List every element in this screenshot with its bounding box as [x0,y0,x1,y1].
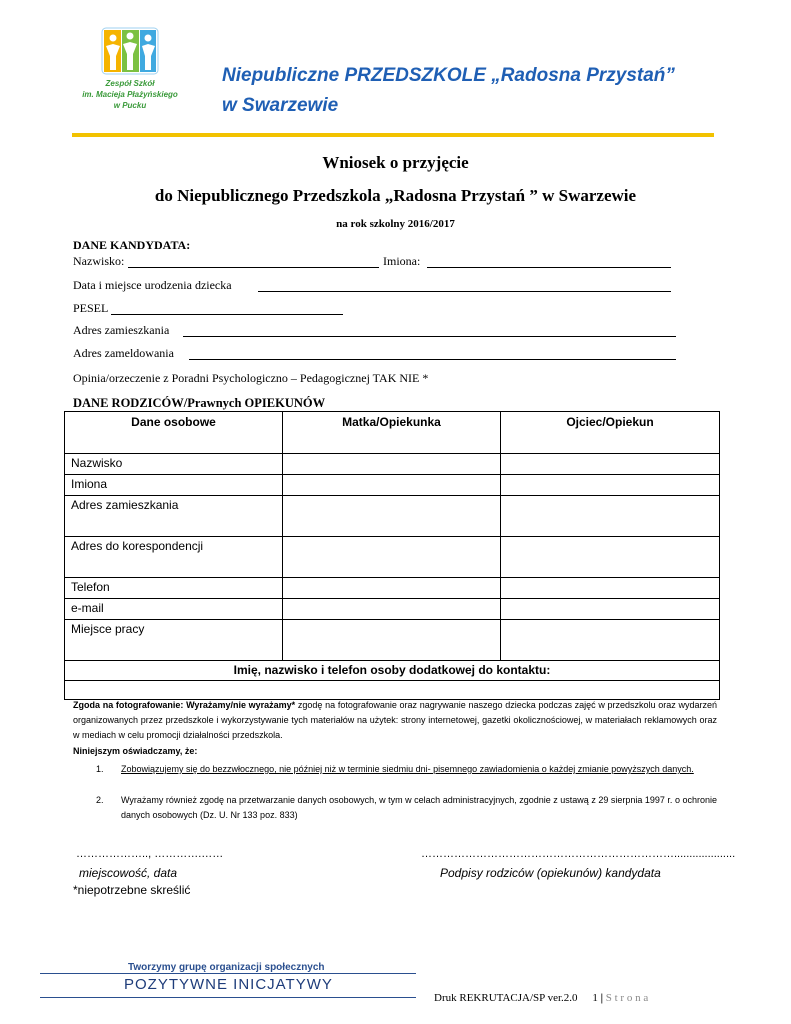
table-row [65,599,720,620]
item-1-number: 1. [96,764,104,774]
school-year: na rok szkolny 2016/2017 [336,218,455,230]
col-header-mother: Matka/Opiekunka [283,412,501,454]
father-phone-cell[interactable] [501,578,720,599]
footer-rule-bottom [40,997,416,998]
parents-table [64,411,720,700]
row-label-email: e-mail [65,599,283,620]
table-row [65,496,720,537]
pesel-field[interactable] [111,314,343,315]
father-names-cell[interactable] [501,475,720,496]
logo-line-1: Zespół Szkół [105,79,155,88]
surname-field[interactable] [128,267,379,268]
extra-contact-label: Imię, nazwisko i telefon osoby dodatkowej do kontaktu: [65,661,720,681]
table-row [65,620,720,661]
page-footer [434,992,648,1004]
table-header-row [65,412,720,454]
footer-rule-top [40,973,416,974]
residence-label: Adres zamieszkania [73,323,170,337]
row-label-phone: Telefon [65,578,283,599]
mother-correspondence-cell[interactable] [283,537,501,578]
row-label-workplace: Miejsce pracy [65,620,283,661]
place-date-dots: ……………….., ………….…… [76,848,224,860]
item-2-text: Wyrażamy również zgodę na przetwarzanie danych osobowych, w tym w celach administracyjnych, zgodnie z ustawą z 29 sierpnia 1997 r. o ochronie danych osobowych (Dz. U. Nr 133 poz. 833) [121,795,717,820]
doc-code: Druk REKRUTACJA/SP ver.2.0 [434,992,578,1004]
father-surname-cell[interactable] [501,454,720,475]
table-row [65,578,720,599]
registered-field[interactable] [189,359,676,360]
father-email-cell[interactable] [501,599,720,620]
father-correspondence-cell[interactable] [501,537,720,578]
item-1-text: Zobowiązujemy się do bezzwłocznego, nie później niż w terminie siedmiu dni- pisemnego zawiadomienia o każdej zmianie powyższych danych. [121,764,694,774]
logo-line-2: im. Macieja Płażyńskiego [82,90,178,99]
footer-brand: POZYTYWNE INICJATYWY [124,976,333,993]
row-label-surname: Nazwisko [65,454,283,475]
school-logo [98,26,162,76]
photo-consent [73,698,717,743]
names-field[interactable] [427,267,671,268]
names-label: Imiona: [383,254,421,268]
birth-label: Data i miejsce urodzenia dziecka [73,278,232,292]
residence-field[interactable] [183,336,676,337]
header-rule [72,133,714,137]
table-row [65,454,720,475]
pesel-label: PESEL [73,301,109,315]
photo-consent-text: zgodę na fotografowanie oraz nagrywanie naszego dziecka podczas zajęć w przedszkolu oraz wydarzeń organizowanych przez przedszkole i wykorzystywanie tych materiałów na użytek: strony internetowej, gazetki okolicznościowej, w materiałach reklamowych oraz w mediach w celu promocji działalności przedszkola. [73,700,717,740]
photo-consent-bold: Zgoda na fotografowanie: Wyrażamy/nie wyrażamy* [73,700,296,710]
table-row [65,661,720,681]
mother-workplace-cell[interactable] [283,620,501,661]
school-title-line-1: Niepubliczne PRZEDSZKOLE „Radosna Przystań” [222,65,675,86]
row-label-residence: Adres zamieszkania [65,496,283,537]
place-date-label: miejscowość, data [79,866,178,880]
candidate-heading: DANE KANDYDATA: [73,238,191,252]
table-row [65,475,720,496]
declaration-heading: Niniejszym oświadczamy, że: [73,746,198,756]
mother-residence-cell[interactable] [283,496,501,537]
mother-phone-cell[interactable] [283,578,501,599]
table-row [65,537,720,578]
school-title-line-2: w Swarzewie [222,95,339,116]
form-subtitle: do Niepublicznego Przedszkola „Radosna Przystań ” w Swarzewie [154,186,637,205]
registered-label: Adres zameldowania [73,346,174,360]
parents-heading: DANE RODZICÓW/Prawnych OPIEKUNÓW [73,396,326,410]
birth-field[interactable] [258,291,671,292]
opinion-label: Opinia/orzeczenie z Poradni Psychologiczno – Pedagogicznej TAK NIE * [73,371,429,385]
father-residence-cell[interactable] [501,496,720,537]
table-row [65,681,720,700]
mother-email-cell[interactable] [283,599,501,620]
mother-names-cell[interactable] [283,475,501,496]
footer-tagline: Tworzymy grupę organizacji społecznych [128,962,325,973]
mother-surname-cell[interactable] [283,454,501,475]
row-label-names: Imiona [65,475,283,496]
signature-label: Podpisy rodziców (opiekunów) kandydata [440,866,661,880]
footnote: *niepotrzebne skreślić [73,883,191,897]
extra-contact-cell[interactable] [65,681,720,700]
logo-line-3: w Pucku [113,101,147,110]
form-title: Wniosek o przyjęcie [322,153,469,172]
item-2-number: 2. [96,795,104,805]
signature-dots: …………………………………………………………….................... [421,848,736,860]
surname-label: Nazwisko: [73,254,125,268]
col-header-personal: Dane osobowe [65,412,283,454]
page-number: 1 [592,992,598,1004]
page-word: S t r o n a [605,992,649,1004]
father-workplace-cell[interactable] [501,620,720,661]
col-header-father: Ojciec/Opiekun [501,412,720,454]
row-label-correspondence: Adres do korespondencji [65,537,283,578]
page-separator: | [600,992,603,1004]
